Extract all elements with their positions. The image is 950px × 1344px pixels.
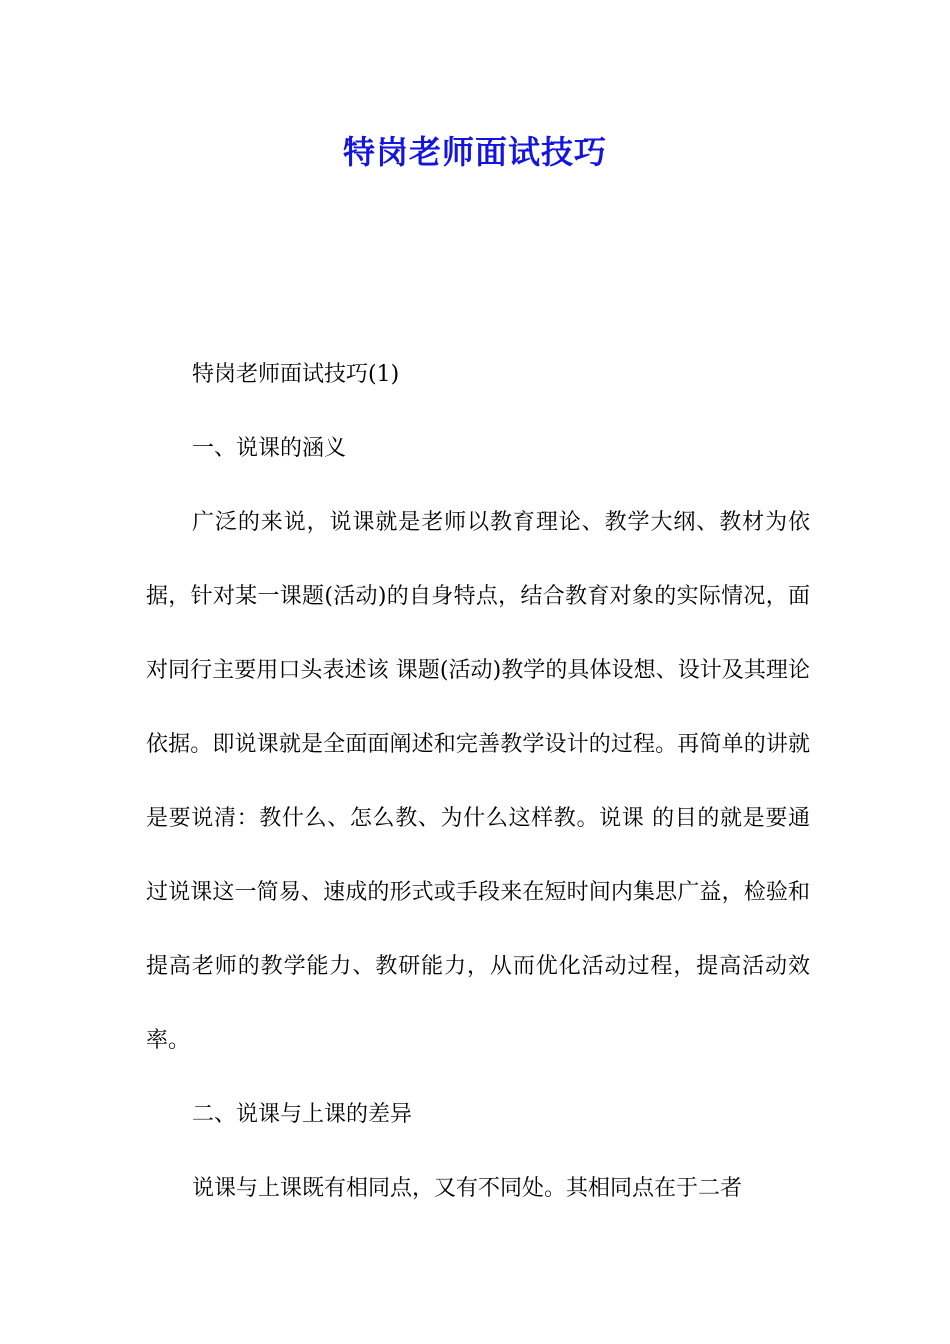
section-heading-1: 一、说课的涵义 (192, 436, 347, 461)
section-heading-2: 二、说课与上课的差异 (192, 1102, 413, 1127)
paragraph-difference: 说课与上课既有相同点，又有不同处。其相同点在于二者 (192, 1176, 743, 1201)
document-title: 特岗老师面试技巧 (342, 133, 607, 171)
document-body (146, 338, 810, 1226)
paragraph-definition: 广泛的来说，说课就是老师以教育理论、教学大纲、教材为依据，针对某一课题(活动)的自身特点，结合教育对象的实际情况，面对同行主要用口头表述该 课题(活动)教学的具体设想、设计及其理论依据。即说课就是全面面阐述和完善教学设计的过程。再简单的讲就是要说清：教什么、怎么教、为什么这样教。说课 的目的就是要通过说课这一简易、速成的形式或手段来在短时间内集思广益，检验和提高老师的教学能力、教研能力，从而优化活动过程，提高活动效率。 (146, 510, 810, 1053)
paragraph-subtitle: 特岗老师面试技巧(1) (192, 362, 400, 387)
